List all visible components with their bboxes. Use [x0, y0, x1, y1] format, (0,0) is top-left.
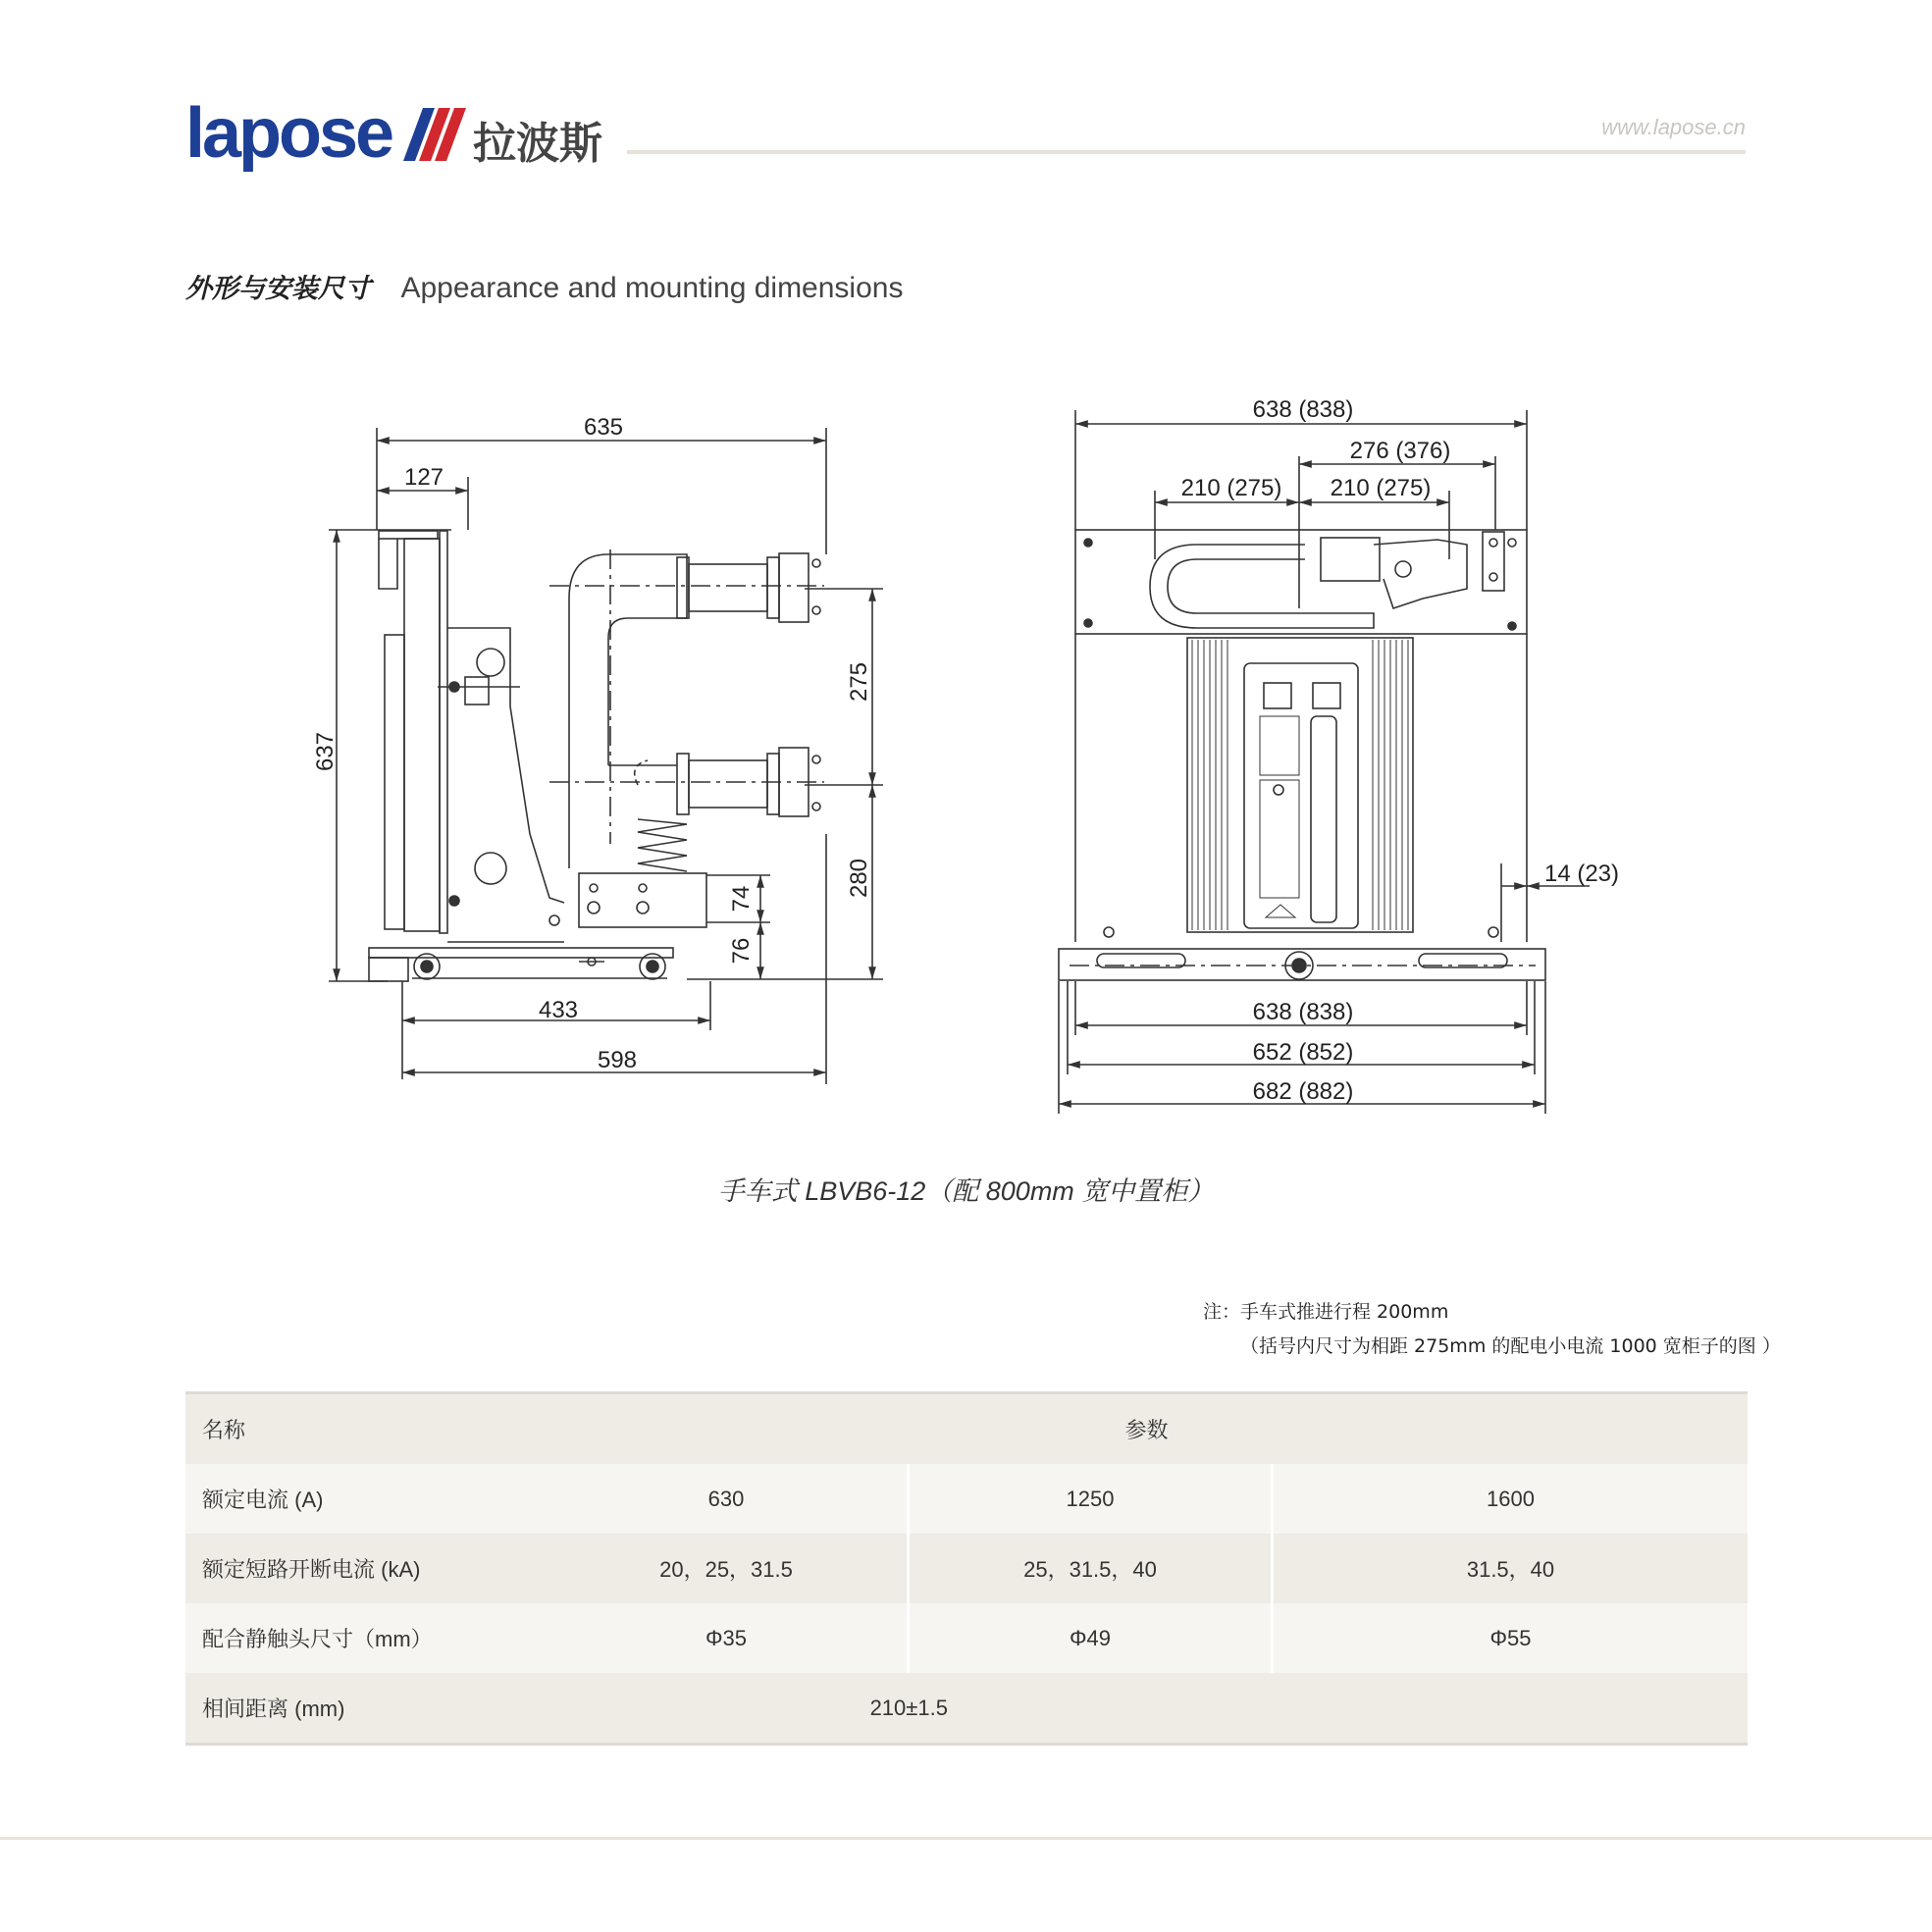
table-header-row	[185, 1393, 1748, 1465]
dim-label: 127	[403, 464, 444, 491]
table-row	[185, 1464, 1748, 1534]
table-header-name: 名称	[202, 1418, 246, 1442]
row-label: 配合静触头尺寸（mm）	[202, 1627, 433, 1651]
table-cell: Φ49	[909, 1603, 1273, 1673]
dim-label: 280	[846, 858, 872, 899]
table-cell: 20，25，31.5	[659, 1557, 793, 1582]
dim-label: 652 (852)	[1252, 1039, 1354, 1066]
section-title-en: Appearance and mounting dimensions	[400, 272, 904, 304]
side-view	[329, 428, 883, 1084]
table-cell: 630	[707, 1486, 745, 1511]
logo-chinese-name: 拉波斯	[473, 119, 602, 169]
footer-divider	[0, 1837, 1932, 1840]
spec-table	[185, 1391, 1748, 1746]
note-line-2: （括号内尺寸为相距 275mm 的配电小电流 1000 宽柜子的图 ）	[1240, 1335, 1781, 1357]
dim-label: 637	[312, 731, 339, 772]
table-cell: Φ55	[1273, 1603, 1749, 1673]
dim-label: 210 (275)	[1330, 475, 1432, 501]
dim-label: 210 (275)	[1180, 475, 1282, 501]
dim-label: 682 (882)	[1252, 1078, 1354, 1105]
table-cell-empty	[1273, 1673, 1749, 1745]
note-line-1: 注：手车式推进行程 200mm	[1203, 1301, 1449, 1323]
table-cell: 25，31.5，40	[909, 1534, 1273, 1603]
table-cell: 1600	[1273, 1464, 1749, 1534]
table-cell: Φ35	[705, 1625, 748, 1650]
row-label: 额定电流 (A)	[202, 1488, 324, 1512]
dim-label: 74	[728, 885, 755, 913]
table-cell: 210±1.5	[869, 1695, 948, 1720]
note	[1203, 1295, 1781, 1364]
table-cell: 1250	[909, 1464, 1273, 1534]
row-label: 相间距离 (mm)	[202, 1697, 345, 1721]
dim-label: 638 (838)	[1252, 396, 1354, 423]
logo-text-part1: la	[185, 94, 239, 173]
dim-label: 76	[728, 937, 755, 965]
dim-label: 638 (838)	[1252, 999, 1354, 1025]
dim-label: 635	[583, 414, 624, 441]
logo-text-part2: pose	[238, 94, 392, 173]
table-row	[185, 1534, 1748, 1603]
row-label: 额定短路开断电流 (kA)	[202, 1557, 421, 1582]
dim-label: 276 (376)	[1349, 438, 1451, 464]
table-cell: 31.5，40	[1273, 1534, 1749, 1603]
drawing-caption: 手车式 LBVB6-12（配 800mm 宽中置柜）	[717, 1176, 1215, 1206]
table-row	[185, 1603, 1748, 1673]
dim-label: 275	[846, 661, 872, 703]
dim-label: 14 (23)	[1543, 861, 1620, 887]
section-title-cn: 外形与安装尺寸	[185, 274, 371, 304]
dim-label: 598	[597, 1047, 638, 1073]
dim-label: 433	[538, 997, 579, 1023]
website-url[interactable]: www.lapose.cn	[1601, 115, 1746, 139]
table-header-param: 参数	[1124, 1418, 1169, 1442]
table-row	[185, 1673, 1748, 1745]
